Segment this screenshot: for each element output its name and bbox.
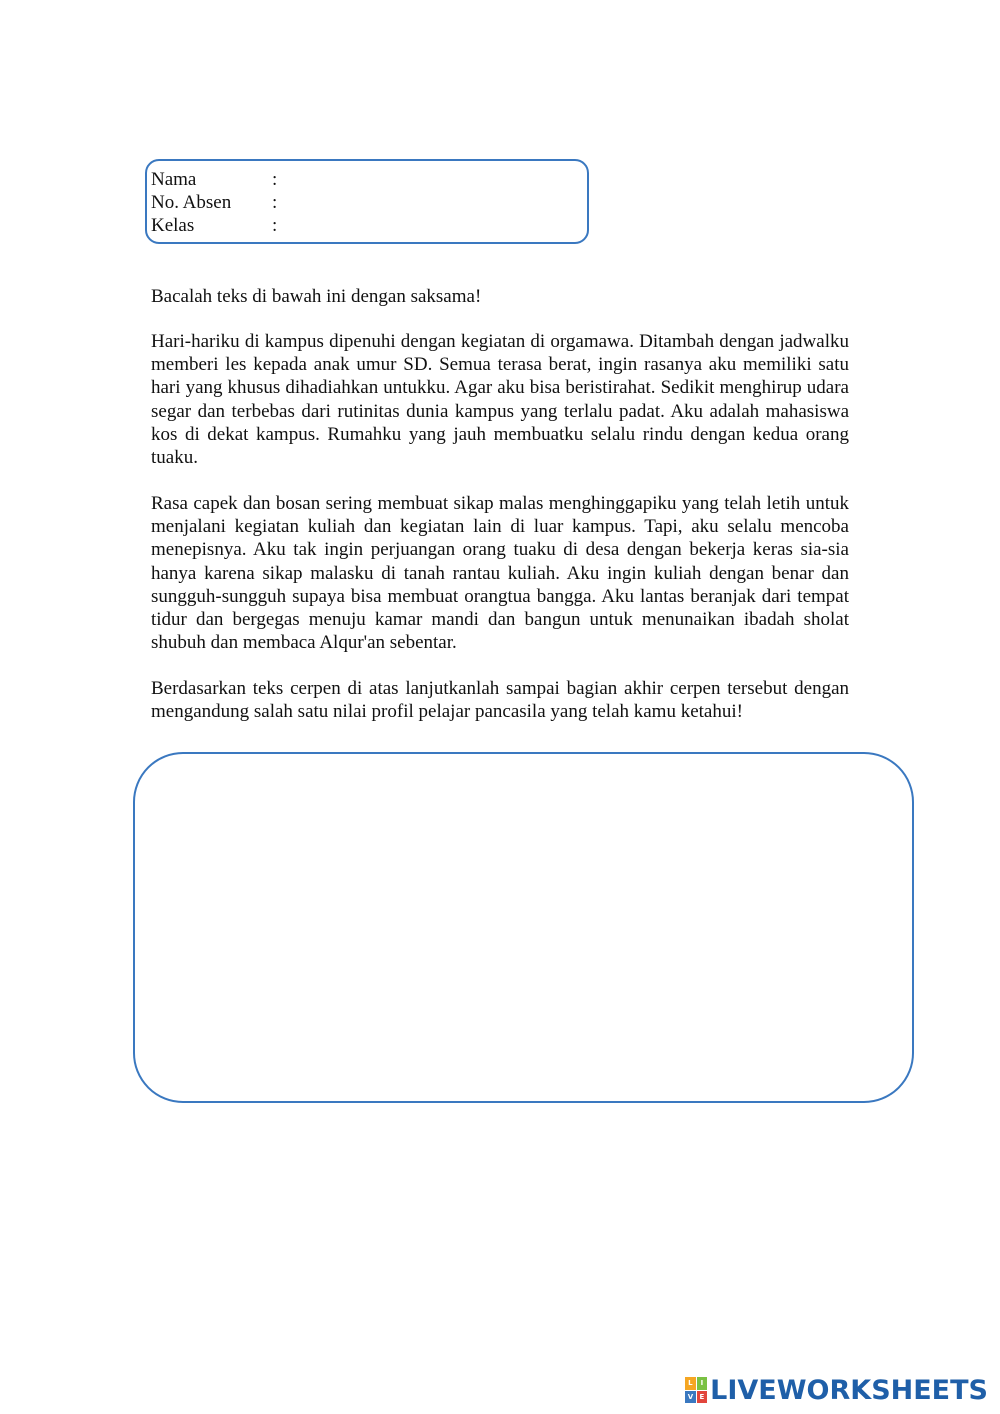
name-row [151, 168, 579, 191]
liveworksheets-logo-icon [685, 1377, 707, 1403]
logo-tile-e: E [697, 1391, 708, 1404]
class-colon: : [272, 215, 278, 236]
name-label: Nama [151, 169, 197, 190]
class-row [151, 214, 579, 237]
name-input[interactable] [285, 168, 579, 192]
question-text: Berdasarkan teks cerpen di atas lanjutkanlah sampai bagian akhir cerpen tersebut dengan mengandung salah satu nilai profil pelajar pancasila yang telah kamu ketahui! [151, 678, 849, 723]
absence-number-row [151, 191, 579, 214]
story-paragraph-1: Hari-hariku di kampus dipenuhi dengan kegiatan di orgamawa. Ditambah dengan jadwalku memberi les kepada anak umur SD. Semua terasa berat, ingin rasanya aku memiliki satu hari yang khusus dihadiahkan untukku. Agar aku bisa beristirahat. Sedikit menghirup udara segar dan terbebas dari rutinitas dunia kampus yang terlalu padat. Aku adalah mahasiswa kos di dekat kampus. Rumahku yang jauh membuatku selalu rindu dengan kedua orang tuaku. [151, 331, 849, 469]
class-label: Kelas [151, 215, 195, 236]
reading-instruction: Bacalah teks di bawah ini dengan saksama! [151, 286, 482, 307]
logo-tile-l: L [685, 1377, 696, 1390]
logo-tile-i: I [697, 1377, 708, 1390]
class-input[interactable] [285, 214, 579, 238]
absence-number-label: No. Absen [151, 192, 232, 213]
liveworksheets-brand [685, 1374, 988, 1406]
brand-name: LIVEWORKSHEETS [710, 1374, 988, 1406]
absence-number-colon: : [272, 192, 278, 213]
absence-number-input[interactable] [285, 191, 579, 215]
logo-tile-v: V [685, 1391, 696, 1404]
story-paragraph-2: Rasa capek dan bosan sering membuat sikap malas menghinggapiku yang telah letih untuk menjalani kegiatan kuliah dan kegiatan lain di luar kampus. Tapi, aku selalu mencoba menepisnya. Aku tak ingin perjuangan orang tuaku di desa dengan bekerja keras sia-sia hanya karena sikap malasku di tanah rantau kuliah. Aku ingin kuliah dengan benar dan sungguh-sungguh supaya bisa membuat orangtua bangga. Aku lantas beranjak dari tempat tidur dan bergegas menuju kamar mandi dan bangun untuk menunaikan ibadah sholat shubuh dan membaca Alqur'an sebentar. [151, 493, 849, 654]
answer-textarea[interactable] [133, 752, 914, 1103]
name-colon: : [272, 169, 278, 190]
